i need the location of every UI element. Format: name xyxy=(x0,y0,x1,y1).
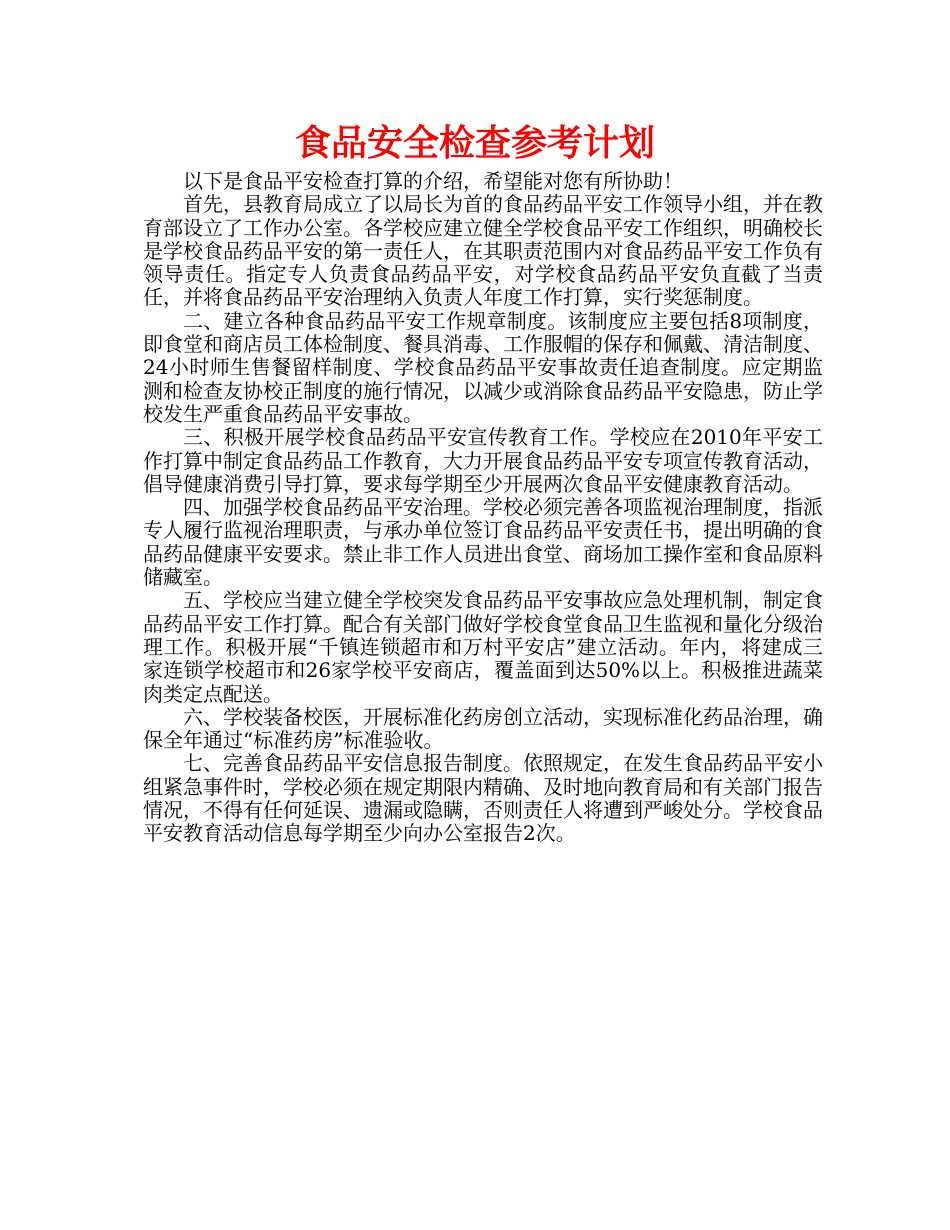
paragraph-2: 二、建立各种食品药品平安工作规章制度。该制度应主要包括8项制度，即食堂和商店员工体检制度、餐具消毒、工作服帽的保存和佩戴、清洁制度、24小时师生售餐留样制度、学校食品药品平安事故责任追查制度。应定期监测和检查友协校正制度的施行情况，以减少或消除食品药品平安隐患，防止学校发生严重食品药品平安事故。 xyxy=(143,308,823,426)
paragraph-6: 六、学校装备校医，开展标准化药房创立活动，实现标准化药品治理，确保全年通过“标准药房”标准验收。 xyxy=(143,704,823,753)
paragraph-5: 五、学校应当建立健全学校突发食品药品平安事故应急处理机制，制定食品药品平安工作打算。配合有关部门做好学校食堂食品卫生监视和量化分级治理工作。积极开展“千镇连锁超市和万村平安店”建立活动。年内，将建成三家连锁学校超市和26家学校平安商店，覆盖面到达50%以上。积极推进蔬菜肉类定点配送。 xyxy=(143,588,823,706)
paragraph-intro: 以下是食品平安检查打算的介绍，希望能对您有所协助！ xyxy=(183,169,683,193)
document-title: 食品安全检查参考计划 xyxy=(294,123,655,164)
paragraph-7: 七、完善食品药品平安信息报告制度。依照规定，在发生食品药品平安小组紧急事件时，学校必须在规定期限内精确、及时地向教育局和有关部门报告情况，不得有任何延误、遗漏或隐瞒，否则责任人将遭到严峻处分。学校食品平安教育活动信息每学期至少向办公室报告2次。 xyxy=(143,751,823,846)
paragraph-1: 首先，县教育局成立了以局长为首的食品药品平安工作领导小组，并在教育部设立了工作办公室。各学校应建立健全学校食品平安工作组织，明确校长是学校食品药品平安的第一责任人，在其职责范围内对食品药品平安工作负有领导责任。指定专人负责食品药品平安，对学校食品药品平安负直截了当责任，并将食品药品平安治理纳入负责人年度工作打算，实行奖惩制度。 xyxy=(143,192,823,310)
document-body xyxy=(143,170,823,846)
paragraph-3: 三、积极开展学校食品药品平安宣传教育工作。学校应在2010年平安工作打算中制定食品药品工作教育，大力开展食品药品平安专项宣传教育活动，倡导健康消费引导打算，要求每学期至少开展两次食品平安健康教育活动。 xyxy=(143,425,823,496)
paragraph-4: 四、加强学校食品药品平安治理。学校必须完善各项监视治理制度，指派专人履行监视治理职责，与承办单位签订食品药品平安责任书，提出明确的食品药品健康平安要求。禁止非工作人员进出食堂、商场加工操作室和食品原料储藏室。 xyxy=(143,495,823,590)
